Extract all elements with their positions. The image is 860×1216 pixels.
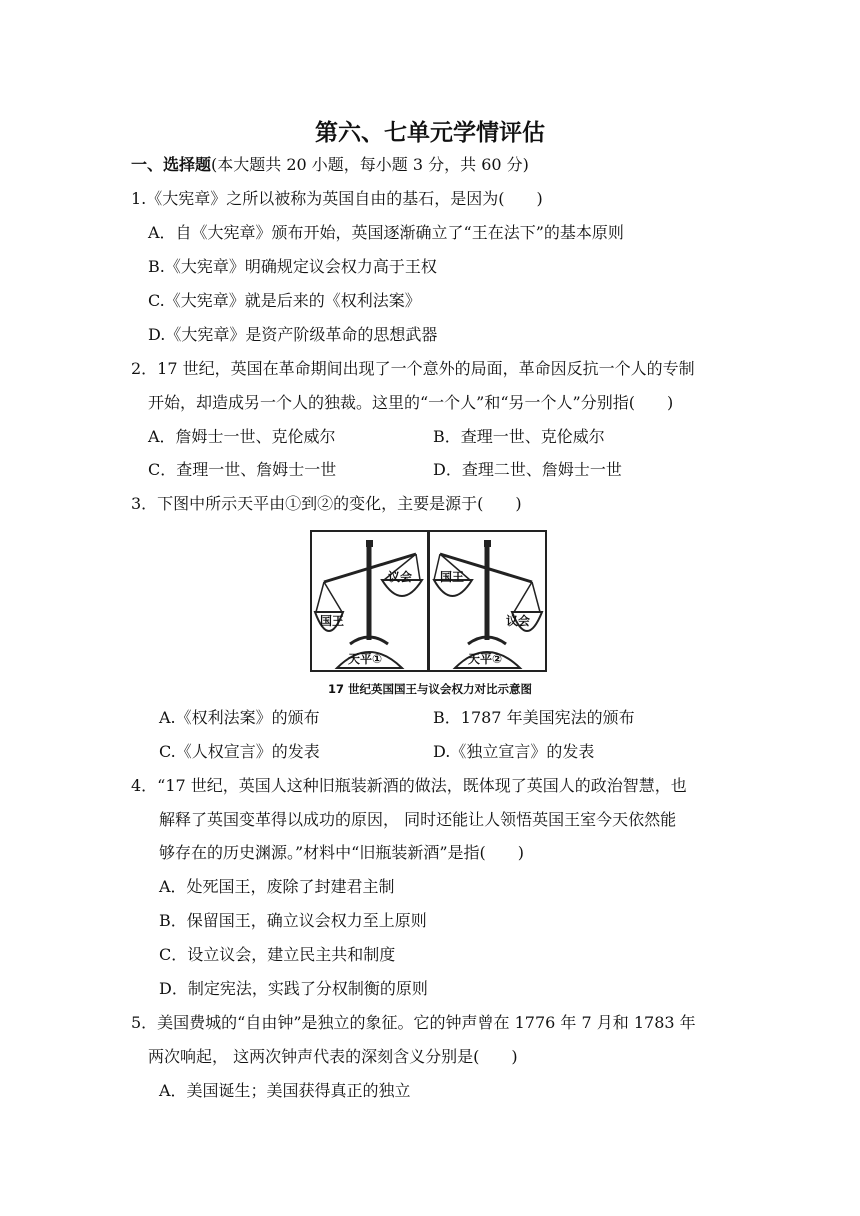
question-1-stem: 1.《大宪章》之所以被称为英国自由的基石，是因为( ) xyxy=(131,189,543,208)
section-heading xyxy=(131,155,529,175)
question-2-stem-line-1: 2．17 世纪，英国在革命期间出现了一个意外的局面，革命因反抗一个人的专制 xyxy=(131,359,695,378)
question-1-option-c: C.《大宪章》就是后来的《权利法案》 xyxy=(148,291,421,310)
question-4-stem-line-2: 解释了英国变革得以成功的原因， 同时还能让人领悟英国王室今天依然能 xyxy=(159,810,677,829)
question-2-stem-line-2: 开始，却造成另一个人的独裁。这里的“一个人”和“另一个人”分别指( ) xyxy=(148,393,674,412)
question-1-option-b: B.《大宪章》明确规定议会权力高于王权 xyxy=(148,257,437,276)
section-note: (本大题共 20 小题，每小题 3 分，共 60 分) xyxy=(211,155,529,174)
question-2-option-c: C．查理一世、詹姆士一世 xyxy=(148,460,337,479)
balance-2-king-label: 国王 xyxy=(440,570,465,584)
question-3-option-a: A.《权利法案》的颁布 xyxy=(159,708,320,727)
balance-1-parliament-label: 议会 xyxy=(388,570,413,584)
balance-2-parliament-label: 议会 xyxy=(506,614,531,628)
question-5-stem-line-1: 5．美国费城的“自由钟”是独立的象征。它的钟声曾在 1776 年 7 月和 1783 年 xyxy=(131,1013,696,1032)
question-4-option-a: A．处死国王，废除了封建君主制 xyxy=(159,877,395,896)
figure-caption: 17 世纪英国国王与议会权力对比示意图 xyxy=(327,682,532,696)
question-2-option-a: A．詹姆士一世、克伦威尔 xyxy=(148,427,336,446)
question-4-stem-line-3: 够存在的历史渊源。”材料中“旧瓶装新酒”是指( ) xyxy=(159,843,525,862)
question-4-option-b: B．保留国王，确立议会权力至上原则 xyxy=(159,911,427,930)
page-title: 第六、七单元学情评估 xyxy=(315,120,545,146)
balance-1-king-label: 国王 xyxy=(320,614,345,628)
question-1-option-d: D.《大宪章》是资产阶级革命的思想武器 xyxy=(148,325,438,344)
question-1-option-a: A．自《大宪章》颁布开始，英国逐渐确立了“王在法下”的基本原则 xyxy=(148,223,624,242)
question-5-stem-line-2: 两次响起， 这两次钟声代表的深刻含义分别是( ) xyxy=(148,1047,518,1066)
balance-2-stand-label: 天平② xyxy=(468,652,503,666)
question-4-option-d: D．制定宪法，实践了分权制衡的原则 xyxy=(159,979,428,998)
balance-1-stand-label: 天平① xyxy=(348,652,383,666)
balance-scale-1 xyxy=(310,530,429,672)
question-5-option-a: A．美国诞生；美国获得真正的独立 xyxy=(159,1081,411,1100)
section-title: 一、选择题 xyxy=(131,155,212,174)
question-4-option-c: C．设立议会，建立民主共和制度 xyxy=(159,945,396,964)
question-3-option-b: B．1787 年美国宪法的颁布 xyxy=(433,708,635,727)
question-3-option-d: D.《独立宣言》的发表 xyxy=(433,742,595,761)
question-3-stem: 3．下图中所示天平由①到②的变化，主要是源于( ) xyxy=(131,494,522,513)
question-2-option-d: D．查理二世、詹姆士一世 xyxy=(433,460,622,479)
question-2-option-b: B．查理一世、克伦威尔 xyxy=(433,427,605,446)
balance-scale-2 xyxy=(428,530,547,672)
question-3-option-c: C.《人权宣言》的发表 xyxy=(159,742,320,761)
question-4-stem-line-1: 4．“17 世纪，英国人这种旧瓶装新酒的做法，既体现了英国人的政治智慧，也 xyxy=(131,776,687,795)
